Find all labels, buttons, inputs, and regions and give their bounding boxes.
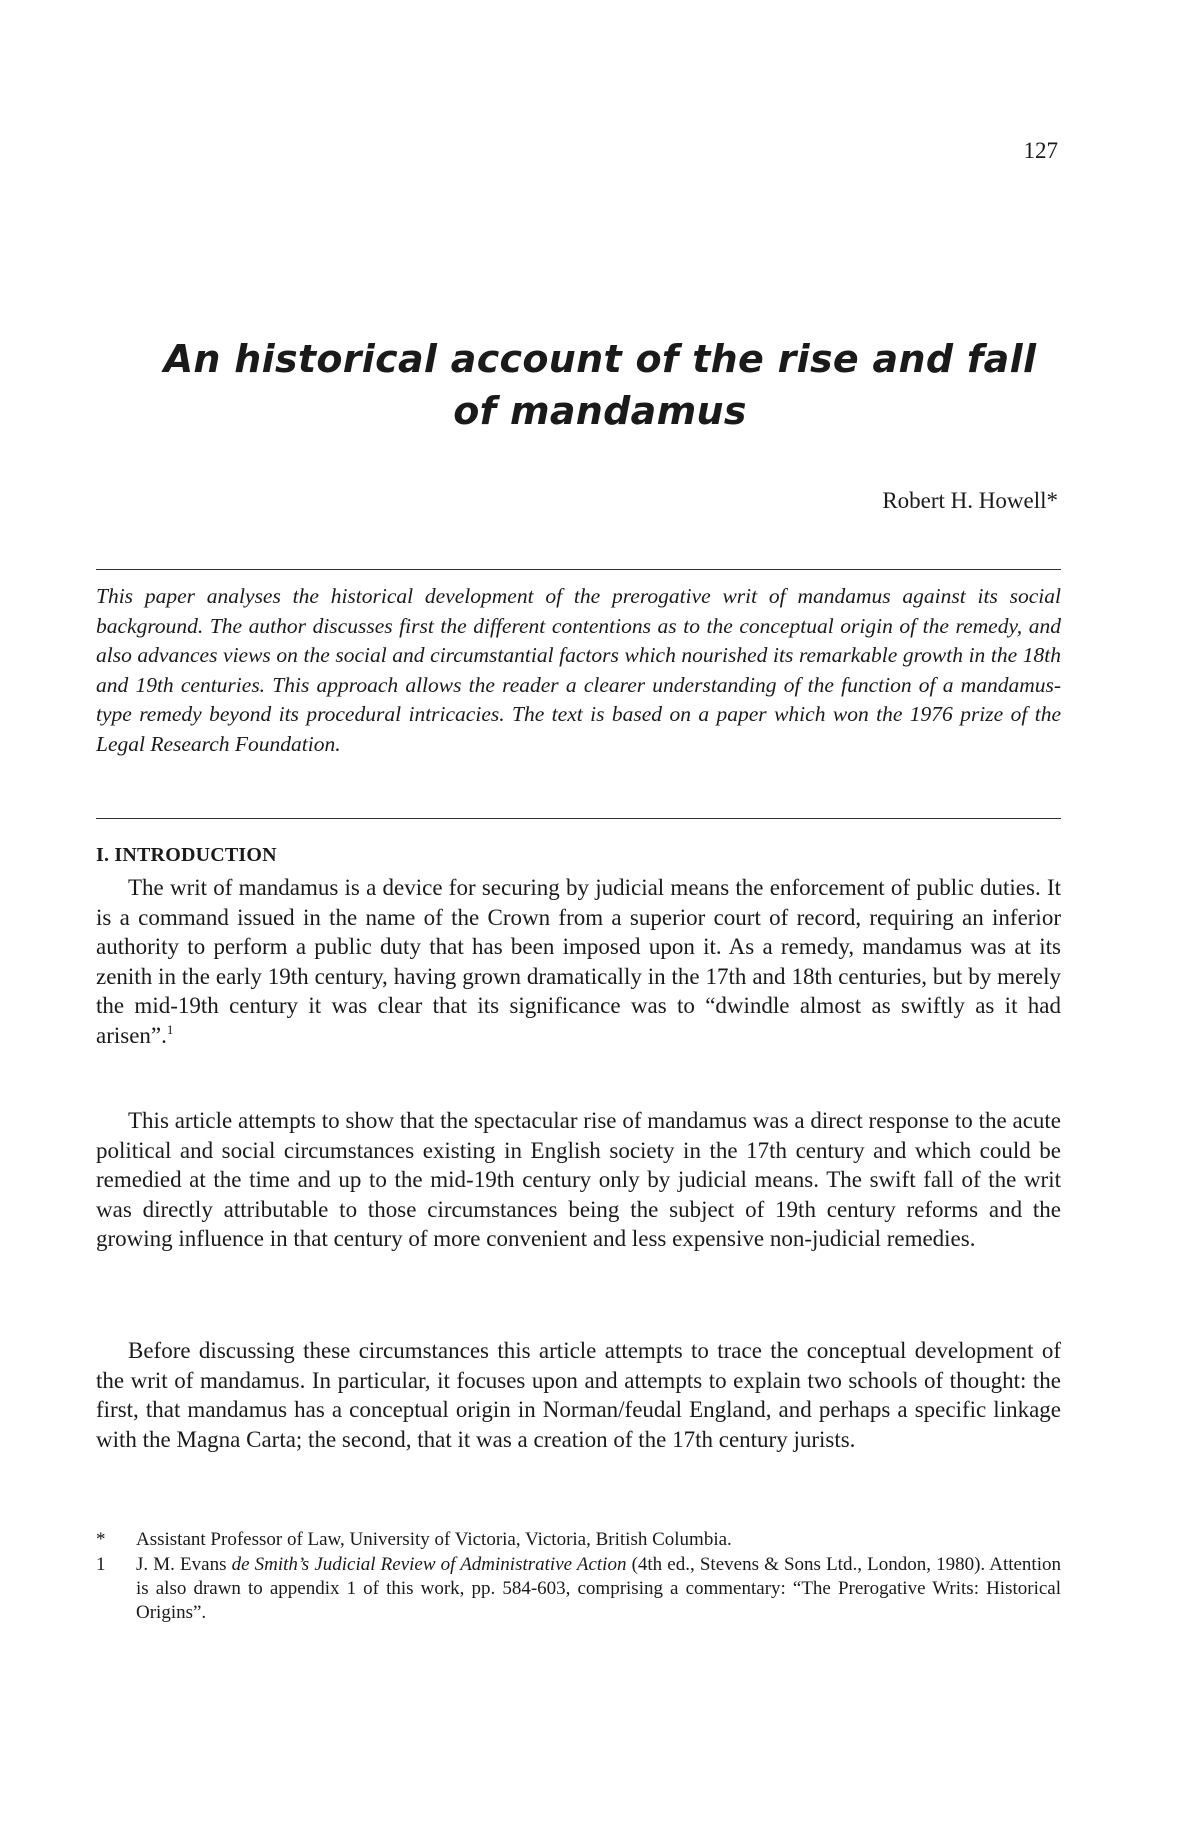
abstract-top-rule: [96, 569, 1061, 570]
footnote-ref-1[interactable]: 1: [166, 1021, 174, 1037]
paragraph-1-text: The writ of mandamus is a device for securing by judicial means the enforcement of public duties. It is a command issued in the name of the Crown from a superior court of record, requiring an inferior authority to perform a public duty that has been imposed upon it. As a remedy, mandamus was at its zenith in the early 19th century, having grown dramatically in the 17th and 18th centuries, but by merely the mid-19th century it was clear that its significance was to “dwindle almost as swiftly as it had arisen”.: [96, 875, 1061, 1048]
paragraph-2: This article attempts to show that the spectacular rise of mandamus was a direct response to the acute political and social circumstances existing in English society in the 17th century and which could be remedied at the time and up to the mid-19th century only by judicial means. The swift fall of the writ was directly attributable to those circumstances being the subject of 19th century reforms and the growing influence in that century of more convenient and less expensive non-judicial remedies.: [96, 1108, 1061, 1251]
paragraph-3: Before discussing these circumstances this article attempts to trace the conceptual development of the writ of mandamus. In particular, it focuses upon and attempts to explain two schools of thought: the first, that mandamus has a conceptual origin in Norman/feudal England, and perhaps a specific linkage with the Magna Carta; the second, that it was a creation of the 17th century jurists.: [96, 1338, 1061, 1452]
footnote-text-start: J. M. Evans: [136, 1554, 232, 1575]
section-heading: I. INTRODUCTION: [96, 844, 277, 866]
page-number: 127: [1023, 138, 1058, 163]
title-line-2: of mandamus: [453, 389, 747, 433]
footnote-1: [96, 1553, 1061, 1625]
article-title: [100, 333, 1100, 437]
footnote-book-title: de Smith’s Judicial Review of Administrative Action: [231, 1554, 627, 1575]
footnote-mark: *: [96, 1529, 106, 1550]
footnote-text: Assistant Professor of Law, University of Victoria, Victoria, British Columbia.: [136, 1529, 732, 1550]
footnote-mark: 1: [96, 1554, 106, 1575]
paragraph-1: [96, 873, 1061, 1050]
footnote-author: [96, 1528, 1061, 1552]
footnote-text-end: (4th ed., Stevens & Sons Ltd., London, 1980). Attention is also drawn to appendix 1 of this work, pp. 584-603, comprising a commentary: “The Prerogative Writs: Historical Origins”.: [136, 1554, 1061, 1623]
footnote-text: [136, 1553, 1061, 1625]
footnotes: [96, 1528, 1061, 1626]
abstract-bottom-rule: [96, 818, 1061, 819]
abstract: This paper analyses the historical development of the prerogative writ of mandamus against its social background. The author discusses first the different contentions as to the conceptual origin of the remedy, and also advances views on the social and circumstantial factors which nourished its remarkable growth in the 18th and 19th centuries. This approach allows the reader a clearer understanding of the function of a mandamus-type remedy beyond its procedural intricacies. The text is based on a paper which won the 1976 prize of the Legal Research Foundation.: [96, 584, 1061, 756]
author-name: Robert H. Howell*: [882, 488, 1058, 513]
title-line-1: An historical account of the rise and fall: [163, 337, 1037, 381]
